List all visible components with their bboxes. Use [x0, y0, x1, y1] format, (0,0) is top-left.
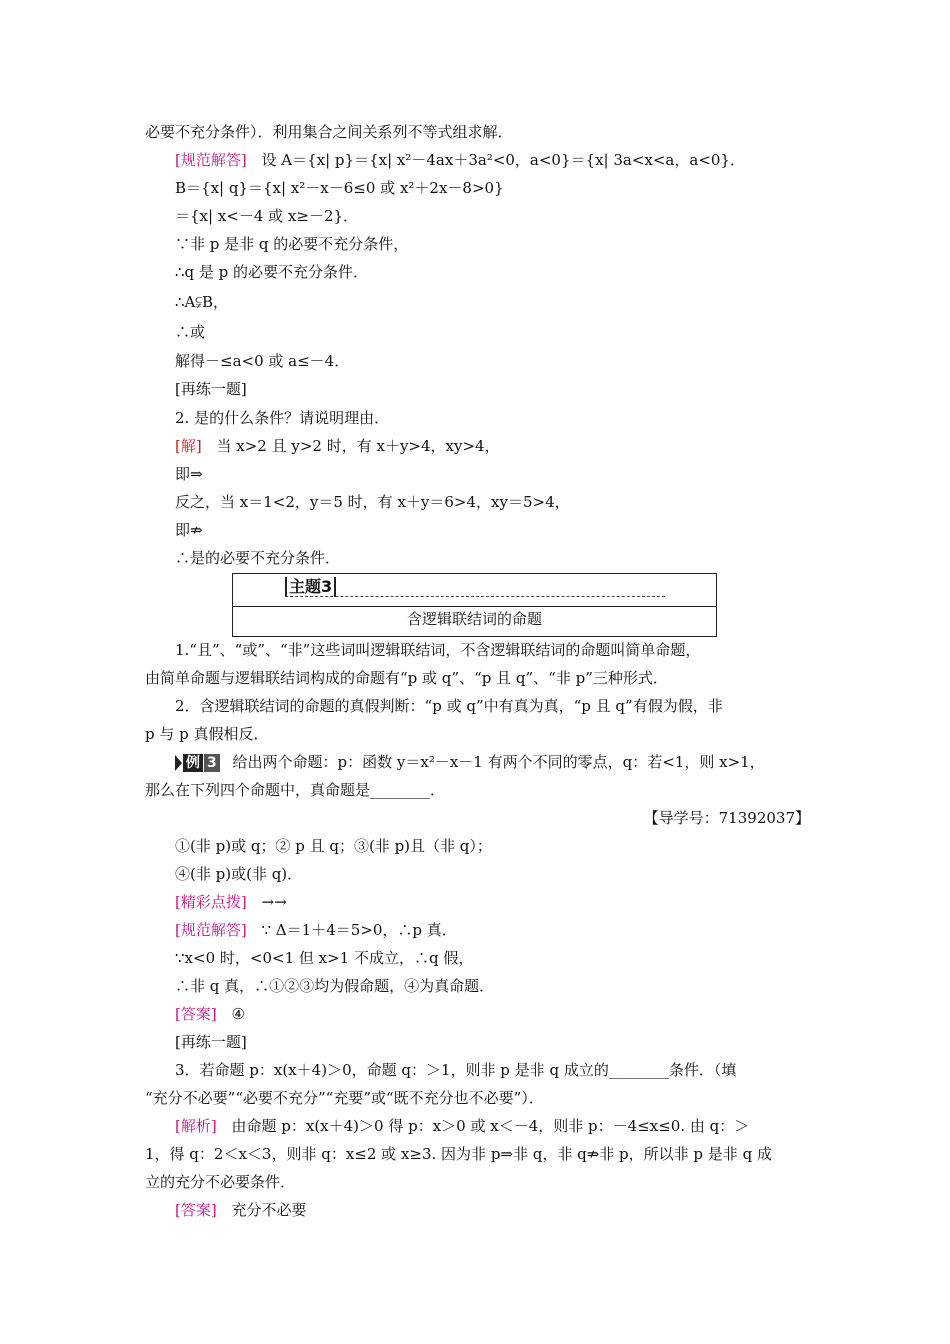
text-line: ＝{x| x<－4 或 x≥－2}．	[175, 207, 359, 225]
example-line: 那么在下列四个命题中，真命题是________．	[145, 781, 446, 799]
text-line: 即⇏	[175, 521, 203, 539]
guide-number: 【导学号：71392037】	[643, 809, 810, 827]
answer-text: 充分不必要	[231, 1201, 307, 1219]
text-line: ∴或	[175, 323, 206, 341]
text-line: 反之，当 x＝1<2，y＝5 时，有 x＋y＝6>4，xy＝5>4，	[175, 493, 570, 511]
topic-title: 含逻辑联结词的命题	[406, 610, 542, 628]
solution-line	[175, 150, 745, 170]
topic-box	[232, 573, 717, 637]
text-line: ∴A⫋B，	[175, 293, 228, 311]
text-line: ∵x<0 时，<0<1 但 x>1 不成立，∴q 假，	[175, 949, 474, 967]
standard-solution-tag: [规范解答]	[175, 151, 247, 169]
standard-solution-tag: [规范解答]	[175, 921, 247, 939]
solution-line	[175, 436, 500, 456]
text-line: ∴是的必要不充分条件．	[175, 549, 341, 567]
text-span: 设 A＝{x| p}＝{x| x²－4ax＋3a²<0，a<0}＝{x| 3a<x<a，a<0}．	[261, 151, 745, 169]
practice-heading: [再练一题]	[175, 380, 247, 398]
example-number: 3	[204, 754, 220, 772]
analysis-tag: [解析]	[175, 1117, 217, 1135]
example-word: 例	[183, 754, 203, 772]
hint-tag: [精彩点拨]	[175, 893, 247, 911]
answer-tag: [答案]	[175, 1005, 217, 1023]
answer-tag: [答案]	[175, 1201, 217, 1219]
text-line: 解得－≤a<0 或 a≤－4．	[175, 352, 350, 370]
text-span: 当 x>2 且 y>2 时，有 x＋y>4，xy>4，	[216, 437, 500, 455]
text-span: 给出两个命题：p：函数 y＝x²－x－1 有两个不同的零点，q：若<1，则 x>1，	[232, 753, 765, 771]
hint-line	[175, 892, 287, 912]
paragraph-line: 由简单命题与逻辑联结词构成的命题有“p 或 q”、“p 且 q”、“非 p”三种形式．	[145, 669, 668, 687]
paragraph-line: p 与 p 真假相反．	[145, 725, 269, 743]
text-line: ∵非 p 是非 q 的必要不充分条件，	[175, 235, 409, 253]
text-line: 立的充分不必要条件．	[145, 1173, 296, 1191]
example-line	[175, 752, 765, 772]
paragraph-line: 2．含逻辑联结词的命题的真假判断：“p 或 q”中有真为真，“p 且 q”有假为假，非	[175, 697, 723, 715]
answer-line	[175, 1200, 307, 1220]
options-line: ①(非 p)或 q；② p 且 q；③(非 p)且（非 q）；	[175, 837, 492, 855]
triangle-icon	[175, 755, 182, 771]
text-line: ∴非 q 真，∴①②③均为假命题，④为真命题．	[175, 977, 495, 995]
analysis-line	[175, 1116, 749, 1136]
dashed-rule	[285, 596, 665, 597]
question-line: 2. 是的什么条件？请说明理由．	[175, 409, 390, 427]
text-line: 必要不充分条件）．利用集合之间关系列不等式组求解．	[145, 123, 513, 141]
solution-tag: [解]	[175, 437, 202, 455]
paragraph-line: 1.“且”、“或”、“非”这些词叫逻辑联结词，不含逻辑联结词的命题叫简单命题，	[175, 641, 701, 659]
text-span: →→	[261, 893, 287, 911]
solution-line	[175, 920, 457, 940]
topic-label: 主题3	[285, 577, 336, 597]
text-span: 由命题 p：x(x＋4)＞0 得 p：x＞0 或 x＜－4，则非 p：－4≤x≤0. 由 q：＞	[231, 1117, 750, 1135]
practice-heading: [再练一题]	[175, 1033, 247, 1051]
text-line: ∴q 是 p 的必要不充分条件．	[175, 263, 369, 281]
text-line: 即⇒	[175, 465, 203, 483]
question-line: 3．若命题 p：x(x＋4)＞0，命题 q：＞1，则非 p 是非 q 成立的________条件．（填	[175, 1061, 737, 1079]
text-line: 1，得 q：2＜x＜3，则非 q：x≤2 或 x≥3. 因为非 p⇒非 q，非 q⇏非 p，所以非 p 是非 q 成	[145, 1145, 772, 1163]
example-badge	[175, 754, 220, 772]
question-line: “充分不必要”“必要不充分”“充要”或“既不充分也不必要”）．	[145, 1089, 544, 1107]
answer-line	[175, 1004, 245, 1024]
options-line: ④(非 p)或(非 q)．	[175, 865, 303, 883]
box-divider	[233, 606, 716, 607]
text-line: B＝{x| q}＝{x| x²－x－6≤0 或 x²＋2x－8>0}	[175, 179, 504, 197]
answer-text: ④	[231, 1005, 245, 1023]
text-span: ∵ Δ＝1＋4＝5>0，∴p 真．	[261, 921, 457, 939]
